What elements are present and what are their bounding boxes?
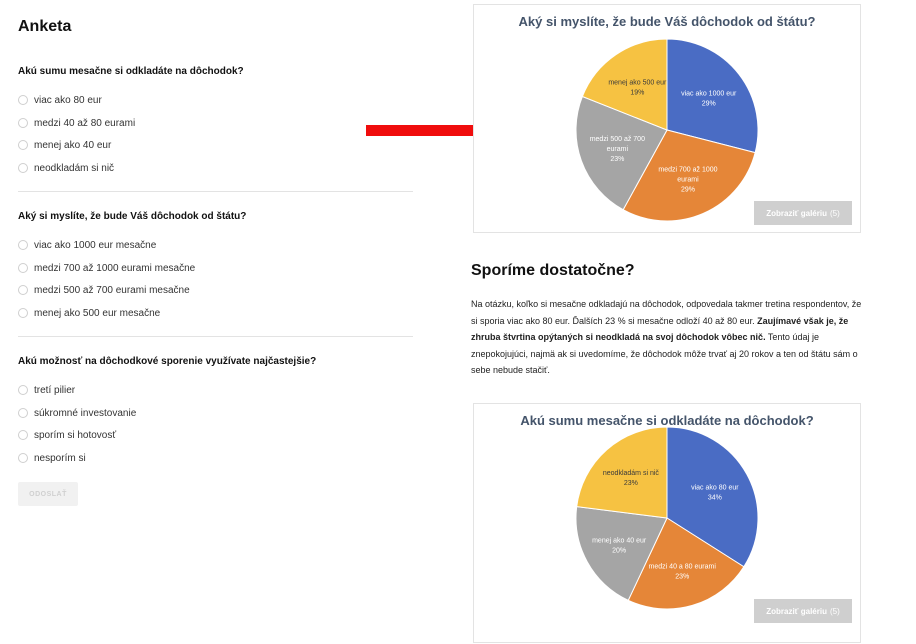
q3-option-4[interactable]: nesporím si [18,451,86,465]
radio-button[interactable] [18,453,28,463]
show-gallery-button[interactable]: Zobraziť galériu (5) [754,201,852,225]
radio-button[interactable] [18,408,28,418]
chart-title: Aký si myslíte, že bude Váš dôchodok od štátu? [518,14,816,29]
q1-option-4[interactable]: neodkladám si nič [18,161,114,175]
q2-option-3[interactable]: medzi 500 až 700 eurami mesačne [18,283,190,297]
q3-option-1[interactable]: tretí pilier [18,383,75,397]
divider [18,336,413,337]
pie-chart-state-pension [474,5,862,234]
q2-option-2[interactable]: medzi 700 až 1000 eurami mesačne [18,261,195,275]
pie-slice-label: menej ako 40 eur 20% [592,537,647,555]
radio-button[interactable] [18,430,28,440]
question-2-title: Aký si myslíte, že bude Váš dôchodok od štátu? [18,211,247,222]
q3-option-3[interactable]: sporím si hotovosť [18,428,116,442]
radio-button[interactable] [18,95,28,105]
question-3-title: Akú možnosť na dôchodkové sporenie využívate najčastejšie? [18,356,317,367]
pie-slice-label: medzi 500 až 700 eurami 23% [589,135,645,163]
q1-option-3[interactable]: menej ako 40 eur [18,138,111,152]
q3-option-2[interactable]: súkromné investovanie [18,406,136,420]
survey-title: Anketa [18,18,72,35]
show-gallery-button[interactable]: Zobraziť galériu (5) [754,599,852,623]
radio-button[interactable] [18,285,28,295]
question-1-title: Akú sumu mesačne si odkladáte na dôchodok? [18,66,244,77]
radio-button[interactable] [18,263,28,273]
q2-option-4[interactable]: menej ako 500 eur mesačne [18,306,160,320]
q1-option-1[interactable]: viac ako 80 eur [18,93,102,107]
chart-card-monthly-savings [473,403,861,643]
q2-option-1[interactable]: viac ako 1000 eur mesačne [18,238,156,252]
pie-slice-label: viac ako 1000 eur 29% [681,90,737,108]
radio-button[interactable] [18,385,28,395]
radio-button[interactable] [18,163,28,173]
divider [18,191,413,192]
radio-button[interactable] [18,240,28,250]
pie-slice-label: medzi 700 až 1000 eurami 29% [658,166,718,194]
chart-title: Akú sumu mesačne si odkladáte na dôchodok? [520,413,814,428]
submit-button[interactable]: ODOSLAŤ [18,482,78,506]
pie-slice-label: neodkladám si nič 23% [602,470,659,488]
article-title: Sporíme dostatočne? [471,262,635,279]
q1-option-2[interactable]: medzi 40 až 80 eurami [18,116,135,130]
pie-slice-label: menej ako 500 eur 19% [608,79,667,97]
chart-card-state-pension [473,4,861,233]
pie-slice-label: viac ako 80 eur 34% [691,484,739,502]
pie-slice-label: medzi 40 a 80 eurami 23% [648,563,716,581]
radio-button[interactable] [18,118,28,128]
radio-button[interactable] [18,308,28,318]
radio-button[interactable] [18,140,28,150]
article-paragraph: Na otázku, koľko si mesačne odkladajú na dôchodok, odpovedala takmer tretina respondentov, že si sporia viac ako 80 eur. Ďalších 23 % si mesačne odloží 40 až 80 eur. Zaujímavé však je, že zhruba štvrtina opýtaných si neodkladá na svoj dôchodok vôbec nič. Tento údaj je znepokojujúci, najmä ak si uvedomíme, že dôchodok môže trvať aj 20 rokov a ten od štátu sám o sebe nebude stačiť. [471,299,862,375]
